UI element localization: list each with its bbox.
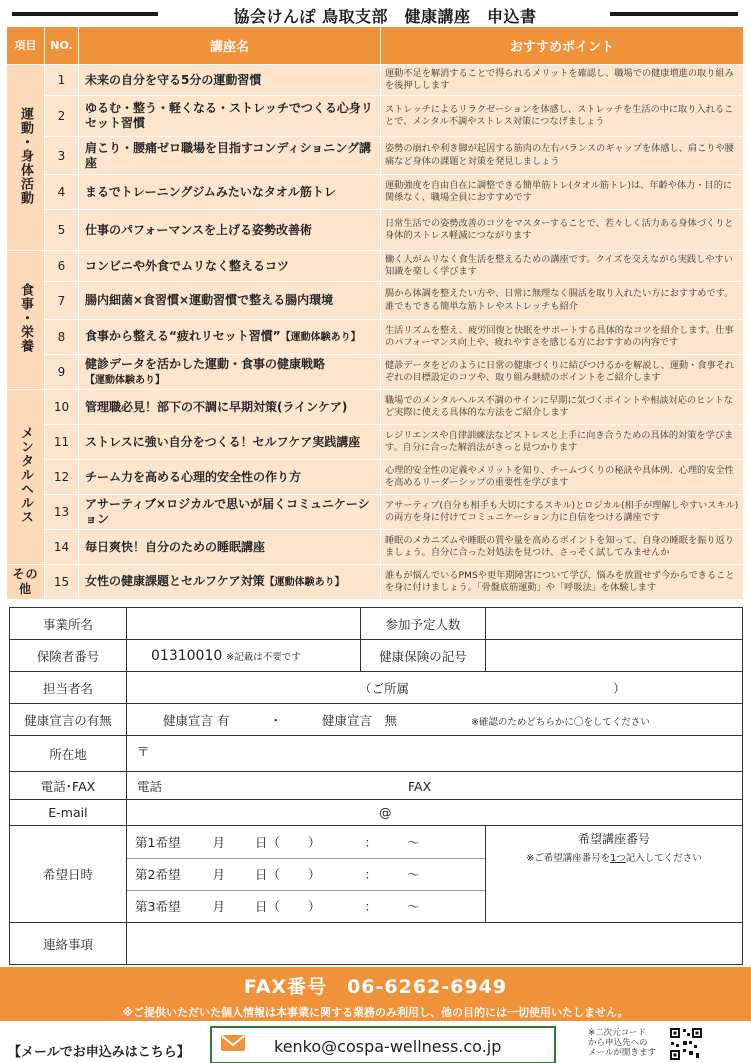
at-mark: @ xyxy=(379,805,392,820)
course-row-10 xyxy=(7,390,744,425)
day-label: 日（ xyxy=(254,834,280,850)
course-name: 女性の健康課題とセルフケア対策【運動体験あり】 xyxy=(79,565,381,600)
course-point: 働く人がムリなく食生活を整えるための講座です。クイズを交えながら実践しやすい知識を楽しく学びます xyxy=(381,251,744,282)
date-field[interactable] xyxy=(127,826,486,923)
course-name: アサーティブ×ロジカルで思いが届くコミュニケーション xyxy=(79,495,381,530)
time-colon: ： xyxy=(364,834,377,850)
course-name: 毎日爽快！自分のための睡眠講座 xyxy=(79,530,381,565)
date-label: 希望日時 xyxy=(10,826,127,923)
wish-row-3[interactable] xyxy=(127,890,485,922)
course-name: ゆるむ・整う・軽くなる・ストレッチでつくる心身リセット習慣 xyxy=(79,96,381,137)
time-colon: ： xyxy=(364,867,377,882)
address-label: 所在地 xyxy=(10,736,127,772)
mail-row xyxy=(0,1024,751,1063)
course-row-11 xyxy=(7,425,744,460)
fax-number: FAX番号 06-6262-6949 xyxy=(243,976,508,998)
course-no: 10 xyxy=(45,390,79,425)
course-row-2 xyxy=(7,96,744,137)
course-point: 健診データをどのように日常の健康づくりに結びつけるかを解説し、運動・食事それぞれの目標設定のコツや、取り組み継続のポイントをご紹介します xyxy=(381,355,744,390)
header-no: NO. xyxy=(45,27,79,65)
paren-close: ） xyxy=(307,899,321,915)
insurer-no-label: 保険者番号 xyxy=(10,640,127,672)
application-form xyxy=(9,607,743,965)
header-point: おすすめポイント xyxy=(381,27,744,65)
phone-word: 電話 xyxy=(137,778,163,794)
wish-line[interactable] xyxy=(127,858,485,890)
qr-note: ※二次元コード から申込先への メールが開きます xyxy=(588,1028,656,1058)
course-no: 5 xyxy=(45,210,79,251)
form-row-phone xyxy=(10,772,743,800)
category-other: その他 xyxy=(7,565,45,600)
wish-row-2[interactable] xyxy=(127,858,485,890)
dept-close: ） xyxy=(613,680,626,696)
course-no: 14 xyxy=(45,530,79,565)
page-title: 協会けんぽ 鳥取支部 健康講座 申込書 xyxy=(233,7,537,26)
course-point: 腸から体調を整えたい方や、日常に無理なく腸活を取り入れたい方におすすめです。誰でもできる簡単な筋トレやストレッチも紹介 xyxy=(381,282,744,320)
form-row-declaration xyxy=(10,704,743,736)
course-point: ストレッチによるリラクゼーションを体感し、ストレッチを生活の中に取り入れることで、メンタル不調やストレス対策につなげましょう xyxy=(381,96,744,137)
contact-field[interactable] xyxy=(127,923,743,965)
course-row-15 xyxy=(7,565,744,600)
course-name: 食事から整える“疲れリセット習慣”【運動体験あり】 xyxy=(79,320,381,355)
email-label: E-mail xyxy=(10,800,127,826)
month-label: 月 xyxy=(212,867,225,882)
title-bar-left xyxy=(12,12,158,16)
course-point: レジリエンスや自律訓練法などストレスと上手に向き合うための具体的対策を学びます。自分に合った解消法がきっと見つかります xyxy=(381,425,744,460)
mail-box[interactable] xyxy=(210,1026,556,1063)
header-category: 項目 xyxy=(7,27,45,65)
course-row-1 xyxy=(7,65,744,96)
email-field[interactable] xyxy=(127,800,743,826)
postal-mark: 〒 xyxy=(137,744,150,759)
course-name: 仕事のパフォーマンスを上げる姿勢改善術 xyxy=(79,210,381,251)
declaration-yes[interactable]: 健康宣言 有 xyxy=(163,712,230,728)
course-name: チーム力を高める心理的安全性の作り方 xyxy=(79,460,381,495)
insurance-symbol-label: 健康保険の記号 xyxy=(361,640,486,672)
form-row-dates xyxy=(10,826,743,923)
wish-line[interactable] xyxy=(127,890,485,922)
course-exercise-tag: 【運動体験あり】 xyxy=(85,374,165,386)
course-row-5 xyxy=(7,210,744,251)
phone-label: 電話･FAX xyxy=(10,772,127,800)
course-name: 未来の自分を守る5分の運動習慣 xyxy=(79,65,381,96)
course-point: 運動強度を自由自在に調整できる簡単筋トレ(タオル筋トレ)は、年齢や体力・目的に関係なく、職場全員におすすめです xyxy=(381,175,744,210)
mail-address[interactable]: kenko@cospa-wellness.co.jp xyxy=(274,1037,502,1056)
office-field[interactable] xyxy=(127,608,361,640)
phone-field[interactable] xyxy=(127,772,743,800)
course-exercise-tag: 【運動体験あり】 xyxy=(264,577,345,588)
course-no-note: ※ご希望講座番号を1つ記入してください xyxy=(526,853,702,864)
month-label: 月 xyxy=(212,834,225,850)
course-no: 13 xyxy=(45,495,79,530)
course-name: ストレスに強い自分をつくる！セルフケア実践講座 xyxy=(79,425,381,460)
time-tilde: ～ xyxy=(406,834,420,850)
course-name: 腸内細菌×食習慣×運動習慣で整える腸内環境 xyxy=(79,282,381,320)
category-mental: メンタルヘルス xyxy=(7,390,45,565)
course-row-8 xyxy=(7,320,744,355)
course-no: 4 xyxy=(45,175,79,210)
course-row-6 xyxy=(7,251,744,282)
course-no: 8 xyxy=(45,320,79,355)
course-point: 運動不足を解消することで得られるメリットを確認し、職場での健康増進の取り組みを後押しします xyxy=(381,65,744,96)
wish-label: 第3希望 xyxy=(135,899,181,915)
wish-list xyxy=(127,826,485,922)
participants-label: 参加予定人数 xyxy=(361,608,486,640)
wish-line[interactable] xyxy=(127,826,485,858)
form-row-person xyxy=(10,672,743,704)
day-label: 日（ xyxy=(254,867,280,882)
form-row-office xyxy=(10,608,743,640)
privacy-note: ※ご提供いただいた個人情報は本事業に関する業務のみ利用し、他の目的には一切使用いたしません。 xyxy=(122,1006,629,1019)
contact-label: 連絡事項 xyxy=(10,923,127,965)
course-no: 6 xyxy=(45,251,79,282)
insurer-no-field xyxy=(127,640,361,672)
course-no: 7 xyxy=(45,282,79,320)
person-label: 担当者名 xyxy=(10,672,127,704)
course-row-9 xyxy=(7,355,744,390)
qr-code-icon[interactable] xyxy=(669,1027,703,1061)
course-row-12 xyxy=(7,460,744,495)
month-label: 月 xyxy=(212,899,225,915)
form-row-address xyxy=(10,736,743,772)
course-name: 管理職必見！部下の不調に早期対策(ラインケア) xyxy=(79,390,381,425)
envelope-icon xyxy=(220,1032,246,1054)
course-name: 健診データを活かした運動・食事の健康戦略 【運動体験あり】 xyxy=(79,355,381,390)
category-diet: 食事・栄養 xyxy=(7,251,45,390)
course-no-field[interactable] xyxy=(486,826,743,923)
course-no: 2 xyxy=(45,96,79,137)
form-row-contact xyxy=(10,923,743,965)
course-point: 職場でのメンタルヘルス不調のサインに早期に気づくポイントや相談対応のヒントなど実際に使える具体的な方法をご紹介します xyxy=(381,390,744,425)
paren-close: ） xyxy=(307,867,321,882)
header-course-name: 講座名 xyxy=(79,27,381,65)
course-exercise-tag: 【運動体験あり】 xyxy=(280,332,361,343)
time-tilde: ～ xyxy=(406,899,420,915)
course-name: まるでトレーニングジムみたいなタオル筋トレ xyxy=(79,175,381,210)
mail-label: 【メールでお申込みはこちら】 xyxy=(8,1045,190,1060)
paren-close: ） xyxy=(307,834,321,850)
course-table-header xyxy=(7,27,744,65)
declaration-note: ※確認のためどちらかに〇をしてください xyxy=(470,716,650,728)
course-row-7 xyxy=(7,282,744,320)
insurer-no-value: 01310010 xyxy=(151,647,223,664)
course-point: 日常生活での姿勢改善のコツをマスターすることで、若々しく活力ある身体づくりと身体的ストレス軽減につながります xyxy=(381,210,744,251)
title-bar-right xyxy=(610,12,738,16)
course-row-3 xyxy=(7,137,744,175)
course-row-4 xyxy=(7,175,744,210)
declaration-label: 健康宣言の有無 xyxy=(10,704,127,736)
participants-field[interactable] xyxy=(486,608,743,640)
course-no: 9 xyxy=(45,355,79,390)
course-no-label: 希望講座番号 xyxy=(577,832,650,846)
insurance-symbol-field[interactable] xyxy=(486,640,743,672)
course-name: コンビニや外食でムリなく整えるコツ xyxy=(79,251,381,282)
category-exercise: 運動・身体活動 xyxy=(7,65,45,251)
declaration-sep: ・ xyxy=(269,712,282,728)
course-point: 姿勢の崩れや利き脚が起因する筋肉の左右バランスのギャップを体感し、肩こりや腰痛など身体の課題と対策を発見しましょう xyxy=(381,137,744,175)
course-name: 肩こり・腰痛ゼロ職場を目指すコンディショニング講座 xyxy=(79,137,381,175)
course-table xyxy=(6,26,744,600)
course-no: 12 xyxy=(45,460,79,495)
course-row-14 xyxy=(7,530,744,565)
course-no: 1 xyxy=(45,65,79,96)
course-point: 睡眠のメカニズムや睡眠の質や量を高めるポイントを知って、自身の睡眠を振り返りましょう。自分に合った対処法を見つけ、さっそく試してみませんか xyxy=(381,530,744,565)
insurer-no-note: ※記載は不要です xyxy=(226,651,301,663)
course-no: 3 xyxy=(45,137,79,175)
course-no: 11 xyxy=(45,425,79,460)
day-label: 日（ xyxy=(254,899,280,915)
address-field[interactable] xyxy=(127,736,743,772)
declaration-no[interactable]: 健康宣言 無 xyxy=(321,712,397,728)
declaration-field[interactable] xyxy=(127,704,743,736)
wish-label: 第1希望 xyxy=(135,834,181,850)
course-no: 15 xyxy=(45,565,79,600)
form-row-insurer xyxy=(10,640,743,672)
course-point: 誰もが悩んでいるPMSや更年期障害について学び、悩みを放置せず今からできることを身に付けましょう。「骨盤底筋運動」や「呼吸法」を体験します xyxy=(381,565,744,600)
person-field[interactable] xyxy=(127,672,743,704)
time-tilde: ～ xyxy=(406,867,420,882)
time-colon: ： xyxy=(364,899,377,915)
wish-label: 第2希望 xyxy=(135,867,181,882)
course-point: 生活リズムを整え、疲労回復と快眠をサポートする具体的なコツを紹介します。仕事のパフォーマンス向上や、疲れやすさを感じる方におすすめの内容です xyxy=(381,320,744,355)
dept-open: （ご所属 xyxy=(359,680,410,696)
course-point: 心理的安全性の定義やメリットを知り、チームづくりの秘訣や具体例、心理的安全性を高めるリーダーシップの重要性を学びます xyxy=(381,460,744,495)
wish-row-1[interactable] xyxy=(127,826,485,858)
office-label: 事業所名 xyxy=(10,608,127,640)
fax-band xyxy=(0,967,751,1021)
fax-word: FAX xyxy=(408,778,432,794)
course-row-13 xyxy=(7,495,744,530)
form-row-email xyxy=(10,800,743,826)
course-point: アサーティブ(自分も相手も大切にするスキル)とロジカル(相手が理解しやすいスキル)の両方を身に付けてコミュニケーション力に自信をつける講座です xyxy=(381,495,744,530)
